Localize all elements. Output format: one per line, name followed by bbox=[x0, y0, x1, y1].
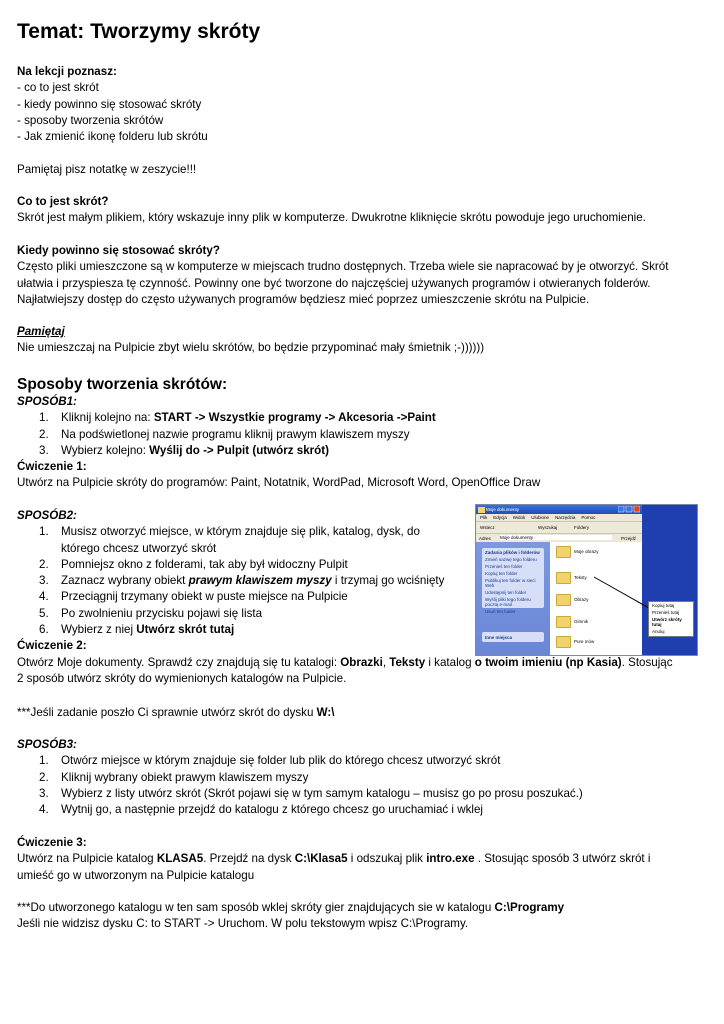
address-label: Adres bbox=[479, 536, 491, 541]
remember-section bbox=[17, 324, 710, 357]
panel-title: Zadania plików i folderów bbox=[485, 550, 540, 555]
list-item: 2. Kliknij wybrany obiekt prawym klawiszem myszy bbox=[39, 770, 309, 784]
notebook-note: Pamiętaj pisz notatkę w zeszycie!!! bbox=[17, 163, 197, 176]
folder-label: Gimnik bbox=[574, 619, 589, 624]
menu-item[interactable]: Pomoc bbox=[581, 515, 596, 520]
intro-section bbox=[17, 64, 710, 145]
remember-text: Nie umieszczaj na Pulpicie zbyt wielu skrótów, bo będzie przypominać mały śmietnik ;-)))))) bbox=[17, 341, 485, 355]
intro-item: - sposoby tworzenia skrótów bbox=[17, 113, 164, 127]
method-heading: SPOSÓB2: bbox=[17, 509, 77, 522]
list-item: 1. Kliknij kolejno na: START -> Wszystkie programy -> Akcesoria ->Paint bbox=[39, 411, 436, 425]
folder-label: Obrazy bbox=[574, 597, 589, 602]
exercise-text: Otwórz Moje dokumenty. Sprawdź czy znajdują się tu katalogi: Obrazki, Teksty i katalog o twoim imieniu (np Kasia). Stosując bbox=[17, 655, 673, 669]
page-title: Temat: Tworzymy skróty bbox=[17, 20, 261, 43]
list-item: 5. Po zwolnieniu przycisku pojawi się lista bbox=[39, 606, 263, 620]
task-link[interactable]: Usuń ten folder bbox=[485, 609, 516, 614]
section-heading: Co to jest skrót? bbox=[17, 195, 109, 208]
extra-task-programs bbox=[17, 900, 710, 933]
exercise-heading: Ćwiczenie 2: bbox=[17, 639, 87, 653]
exercise-text: umieść go w utworzonym na Pulpicie katalogu bbox=[17, 868, 255, 882]
list-item: 1. Otwórz miejsce w którym znajduje się folder lub plik do którego chcesz utworzyć skrót bbox=[39, 754, 501, 768]
method3-steps bbox=[17, 753, 710, 818]
menu-item[interactable]: Plik bbox=[480, 515, 488, 520]
section-text-line: ułatwia i przyspiesza tę czynność. Powinny one być tworzone do najczęściej używanych programów i otwieranych folderów. bbox=[17, 276, 651, 290]
list-item: 4. Przeciągnij trzymany obiekt w puste miejsce na Pulpicie bbox=[39, 590, 348, 604]
extra-text: ***Do utworzonego katalogu w ten sam sposób wklej skróty gier znajdujących sie w katalogu C:\Programy bbox=[17, 901, 565, 914]
list-item: 1. Musisz otworzyć miejsce, w którym znajduje się plik, katalog, dysk, do którego chcesz utworzyć skrót bbox=[39, 525, 420, 555]
context-menu bbox=[648, 601, 694, 637]
window-title: Moje dokumenty bbox=[486, 507, 520, 512]
task-link[interactable]: Udostępnij ten folder bbox=[485, 590, 527, 595]
methods-heading: Sposoby tworzenia skrótów: bbox=[17, 376, 228, 393]
list-item: 2. Pomniejsz okno z folderami, tak aby był widoczny Pulpit bbox=[39, 557, 348, 571]
list-item: 6. Wybierz z niej Utwórz skrót tutaj bbox=[39, 623, 235, 637]
context-menu-item[interactable]: Kopiuj tutaj bbox=[652, 603, 675, 608]
context-menu-item[interactable]: Przenieś tutaj bbox=[652, 610, 680, 615]
remember-heading: Pamiętaj bbox=[17, 325, 65, 338]
exercise-text: Utwórz na Pulpicie skróty do programów: Paint, Notatnik, WordPad, Microsoft Word, OpenOffice Draw bbox=[17, 476, 541, 490]
list-item: 3. Wybierz z listy utwórz skrót (Skrót pojawi się w tym samym katalogu – musisz go po prosu poszukać.) bbox=[39, 786, 583, 800]
method-heading: SPOSÓB3: bbox=[17, 738, 77, 751]
section-text: Skrót jest małym plikiem, który wskazuje inny plik w komputerze. Dwukrotne kliknięcie skrótu powoduje jego uruchomienie. bbox=[17, 211, 646, 225]
search-button[interactable]: Wyszukaj bbox=[538, 525, 558, 530]
task-link[interactable]: Przenieś ten folder bbox=[485, 564, 523, 569]
intro-item: - Jak zmienić ikonę folderu lub skrótu bbox=[17, 130, 208, 144]
list-item: 2. Na podświetlonej nazwie programu kliknij prawym klawiszem myszy bbox=[39, 427, 410, 441]
exercise-text: Utwórz na Pulpicie katalog KLASA5. Przejdź na dysk C:\Klasa5 i odszukaj plik intro.exe . Stosując sposób 3 utwórz skrót i bbox=[17, 852, 651, 866]
list-item: 3. Zaznacz wybrany obiekt prawym klawiszem myszy i trzymaj go wciśnięty bbox=[39, 574, 445, 588]
section-text-line: Często pliki umieszczone są w komputerze w miejscach trudno dostępnych. Trzeba wiele sie napracować by je otworzyć. Skrót bbox=[17, 260, 669, 274]
exercise-heading: Ćwiczenie 1: bbox=[17, 460, 87, 474]
method3-section bbox=[17, 737, 710, 818]
menu-item[interactable]: Edycja bbox=[493, 515, 507, 520]
method-heading: SPOSÓB1: bbox=[17, 395, 77, 408]
go-button[interactable]: Przejdź bbox=[621, 536, 637, 541]
list-item: 3. Wybierz kolejno: Wyślij do -> Pulpit (utwórz skrót) bbox=[39, 443, 329, 457]
folder-label: Moje obrazy bbox=[574, 549, 599, 554]
section-text-line: Najłatwiejszy dostęp do często używanych programów będziesz mieć poprzez umieszczenie skrótu na Pulpicie. bbox=[17, 292, 590, 306]
address-input[interactable]: Moje dokumenty bbox=[500, 535, 612, 540]
back-button[interactable]: Wstecz bbox=[480, 525, 495, 530]
exercise-text: 2 sposób utwórz skróty do wymienionych katalogów na Pulpicie. bbox=[17, 671, 347, 685]
explorer-screenshot bbox=[475, 504, 698, 656]
intro-item: - kiedy powinno się stosować skróty bbox=[17, 97, 202, 111]
method1-section bbox=[17, 394, 710, 492]
panel-title[interactable]: Inne miejsca bbox=[485, 635, 513, 640]
exercise3-section bbox=[17, 835, 710, 884]
list-item: 4. Wytnij go, a następnie przejdź do katalogu z którego chcesz go uruchamiać i wklej bbox=[39, 803, 483, 817]
extra-text: Jeśli nie widzisz dysku C: to START -> Uruchom. W polu tekstowym wpisz C:\Programy. bbox=[17, 917, 469, 931]
extra-task-w: ***Jeśli zadanie poszło Ci sprawnie utwórz skrót do dysku W:\ bbox=[17, 706, 335, 719]
when-to-use-section bbox=[17, 243, 710, 308]
section-heading: Kiedy powinno się stosować skróty? bbox=[17, 244, 220, 257]
intro-heading: Na lekcji poznasz: bbox=[17, 65, 117, 78]
intro-item: - co to jest skrót bbox=[17, 81, 99, 95]
task-link[interactable]: Publikuj ten folder w sieci Web bbox=[485, 578, 536, 588]
what-is-shortcut-section bbox=[17, 194, 710, 227]
task-link[interactable]: Wyślij pliki tego folderu pocztą e-mail bbox=[485, 597, 531, 607]
menu-item[interactable]: Widok bbox=[512, 515, 526, 520]
context-menu-item[interactable]: Anuluj bbox=[652, 629, 665, 634]
folders-button[interactable]: Foldery bbox=[574, 525, 590, 530]
menu-item[interactable]: Narzędzia bbox=[555, 515, 576, 520]
task-link[interactable]: Kopiuj ten folder bbox=[485, 571, 518, 576]
folder-label: Teksty bbox=[574, 575, 587, 580]
menu-item[interactable]: Ulubione bbox=[531, 515, 550, 520]
method1-steps bbox=[17, 410, 710, 459]
exercise-heading: Ćwiczenie 3: bbox=[17, 836, 87, 849]
context-menu-item[interactable]: Utwórz skróty tutaj bbox=[652, 617, 682, 627]
folder-label: Pure mów bbox=[574, 639, 595, 644]
task-link[interactable]: Zmień nazwę tego folderu bbox=[485, 557, 537, 562]
